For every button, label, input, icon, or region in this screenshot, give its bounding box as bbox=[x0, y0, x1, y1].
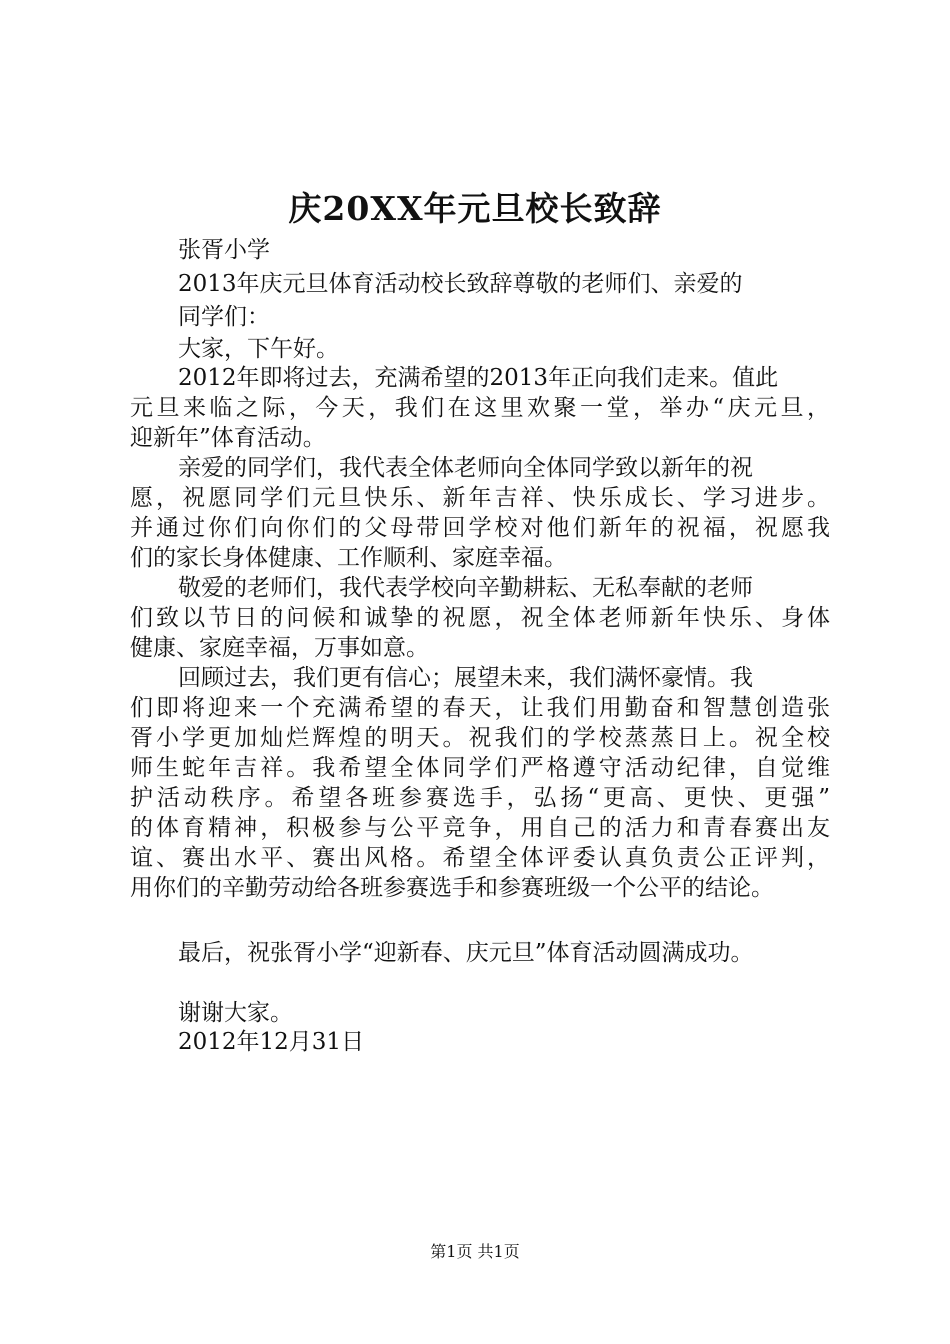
text-line: 们致以节日的问候和诚挚的祝愿，祝全体老师新年快乐、身体 bbox=[130, 605, 830, 631]
text-line: 回顾过去，我们更有信心；展望未来，我们满怀豪情。我 bbox=[178, 665, 753, 691]
text-line: 用你们的辛勤劳动给各班参赛选手和参赛班级一个公平的结论。 bbox=[130, 875, 774, 901]
school-name: 张胥小学 bbox=[178, 237, 270, 263]
text-line: 最后，祝张胥小学“迎新春、庆元旦”体育活动圆满成功。 bbox=[178, 940, 754, 966]
text-line: 并通过你们向你们的父母带回学校对他们新年的祝福，祝愿我 bbox=[130, 515, 830, 541]
text-line: 大家，下午好。 bbox=[178, 336, 339, 362]
text-line: 元旦来临之际，今天，我们在这里欢聚一堂，举办“庆元旦， bbox=[130, 395, 830, 421]
text-line: 们的家长身体健康、工作顺利、家庭幸福。 bbox=[130, 545, 567, 571]
text-line: 敬爱的老师们，我代表学校向辛勤耕耘、无私奉献的老师 bbox=[178, 575, 753, 601]
document-title: 庆20XX年元旦校长致辞 bbox=[288, 189, 662, 228]
text-line: 同学们： bbox=[178, 304, 270, 330]
document-date: 2012年12月31日 bbox=[178, 1029, 365, 1055]
text-line: 谊、赛出水平、赛出风格。希望全体评委认真负责公正评判， bbox=[130, 845, 830, 871]
text-line: 们即将迎来一个充满希望的春天，让我们用勤奋和智慧创造张 bbox=[130, 695, 830, 721]
page-footer: 第1页 共1页 bbox=[430, 1242, 520, 1261]
text-line: 亲爱的同学们，我代表全体老师向全体同学致以新年的祝 bbox=[178, 455, 753, 481]
text-line: 2013年庆元旦体育活动校长致辞尊敬的老师们、亲爱的 bbox=[178, 271, 743, 297]
text-line: 2012年即将过去，充满希望的2013年正向我们走来。值此 bbox=[178, 365, 779, 391]
text-line: 健康、家庭幸福，万事如意。 bbox=[130, 635, 429, 661]
closing-thanks: 谢谢大家。 bbox=[178, 1000, 293, 1026]
text-line: 护活动秩序。希望各班参赛选手，弘扬“更高、更快、更强” bbox=[130, 785, 830, 811]
text-line: 师生蛇年吉祥。我希望全体同学们严格遵守活动纪律，自觉维 bbox=[130, 755, 830, 781]
text-line: 迎新年”体育活动。 bbox=[130, 425, 326, 451]
text-line: 的体育精神，积极参与公平竞争，用自己的活力和青春赛出友 bbox=[130, 815, 830, 841]
text-line: 胥小学更加灿烂辉煌的明天。祝我们的学校蒸蒸日上。祝全校 bbox=[130, 725, 830, 751]
text-line: 愿，祝愿同学们元旦快乐、新年吉祥、快乐成长、学习进步。 bbox=[130, 485, 830, 511]
